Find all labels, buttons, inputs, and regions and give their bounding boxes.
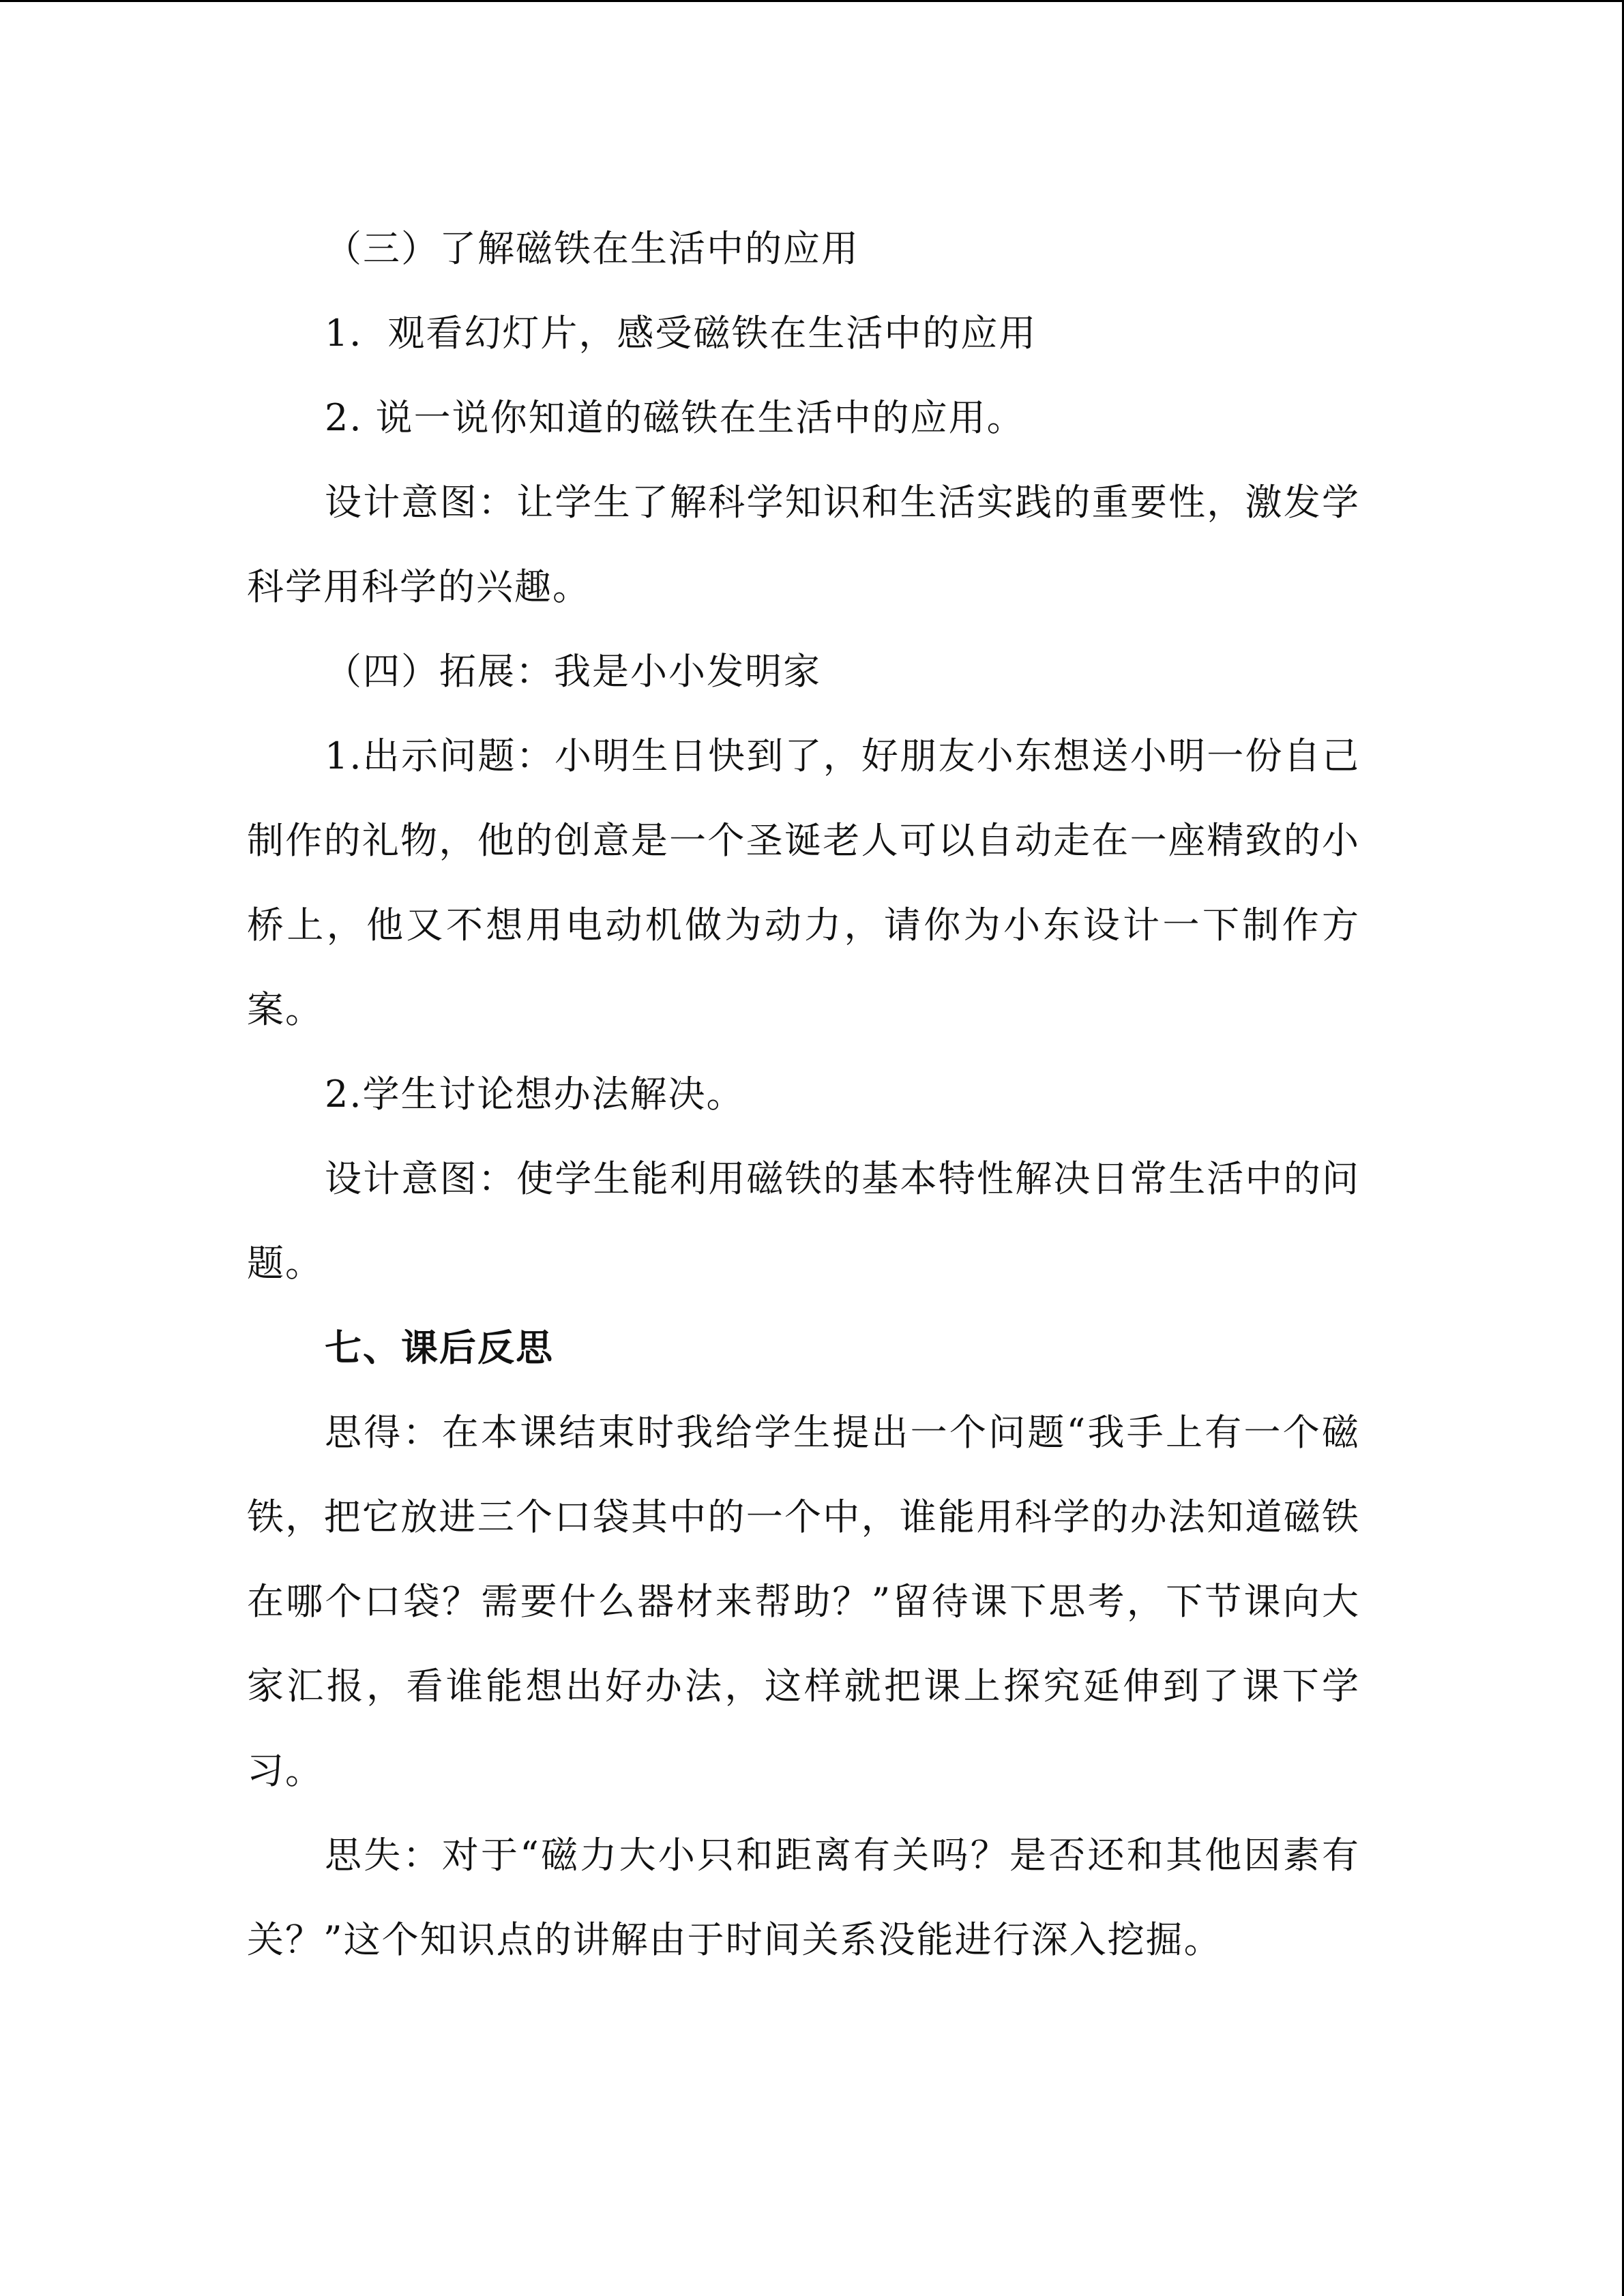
reflection-losses-paragraph: 思失：对于“磁力大小只和距离有关吗？是否还和其他因素有关？”这个知识点的讲解由于时间关系没能进行深入挖掘。 — [247, 1834, 1360, 1961]
list-item-discussion: 2. 说一说你知道的磁铁在生活中的应用。 — [325, 396, 1025, 439]
document-body — [247, 207, 1360, 1982]
design-intent-paragraph: 设计意图：使学生能利用磁铁的基本特性解决日常生活中的问题。 — [247, 1157, 1360, 1285]
section-heading-application: （三）了解磁铁在生活中的应用 — [325, 227, 859, 270]
reflection-gains-paragraph: 思得：在本课结束时我给学生提出一个问题“我手上有一个磁铁，把它放进三个口袋其中的一个中，谁能用科学的办法知道磁铁在哪个口袋？需要什么器材来帮助？”留待课下思考，下节课向大家汇报，看谁能想出好办法，这样就把课上探究延伸到了课下学习。 — [247, 1411, 1360, 1792]
list-item-problem: 1.出示问题：小明生日快到了，好朋友小东想送小明一份自己制作的礼物，他的创意是一个圣诞老人可以自动走在一座精致的小桥上，他又不想用电动机做为动力，请你为小东设计一下制作方案。 — [247, 734, 1360, 1031]
list-item-student-discussion: 2.学生讨论想办法解决。 — [325, 1073, 745, 1116]
design-intent-paragraph: 设计意图：让学生了解科学知识和生活实践的重要性，激发学科学用科学的兴趣。 — [247, 481, 1360, 608]
section-heading-extension: （四）拓展：我是小小发明家 — [325, 650, 821, 693]
list-item-slides: 1．观看幻灯片，感受磁铁在生活中的应用 — [325, 312, 1037, 355]
section-heading-reflection: 七、课后反思 — [325, 1326, 554, 1369]
